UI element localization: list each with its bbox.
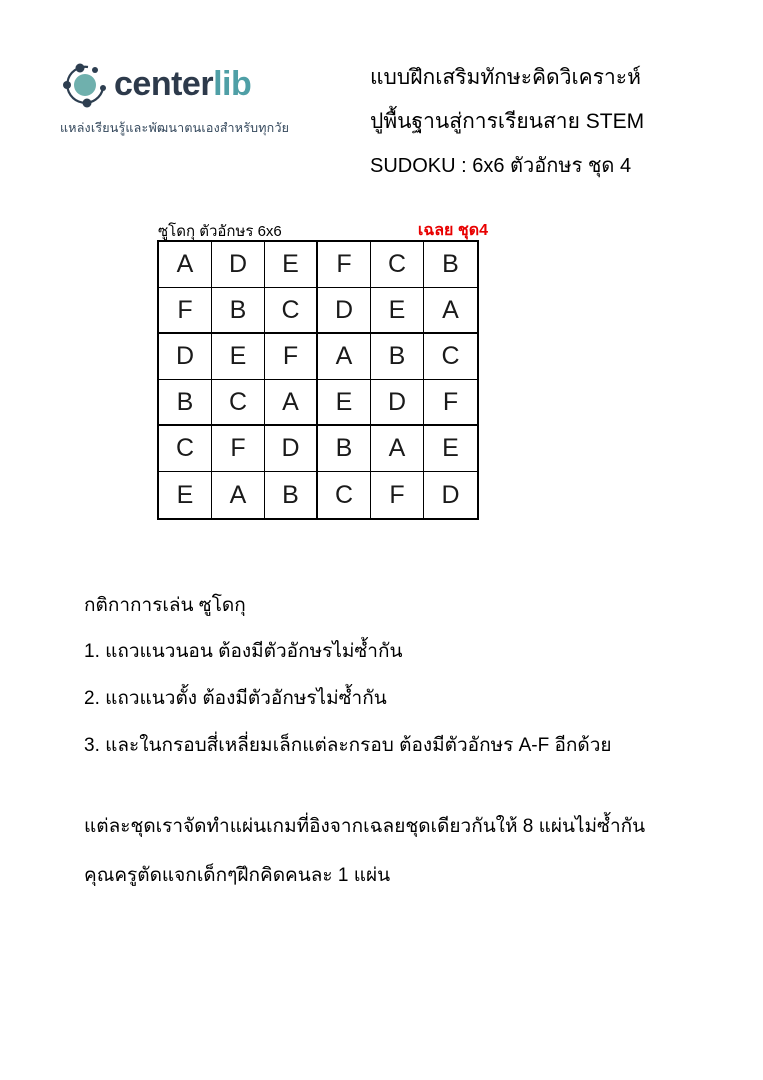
- notes-section: [84, 815, 714, 913]
- grid-cell: B: [212, 288, 265, 334]
- brand-wordmark: [114, 67, 251, 101]
- note-item-2: คุณครูตัดแจกเด็กๆฝึกคิดคนละ 1 แผ่น: [84, 865, 391, 886]
- brand-tagline: แหล่งเรียนรู้และพัฒนาตนเองสำหรับทุกวัย: [60, 121, 290, 135]
- grid-cell: F: [159, 288, 212, 334]
- title-line-2: ปูพื้นฐานสู่การเรียนสาย STEM: [370, 110, 645, 133]
- sudoku-grid: [157, 240, 479, 520]
- grid-cell: E: [371, 288, 424, 334]
- grid-cell: B: [371, 334, 424, 380]
- grid-cell: F: [212, 426, 265, 472]
- rule-item-1: 1. แถวแนวนอน ต้องมีตัวอักษรไม่ซ้ำกัน: [84, 641, 403, 662]
- title-line-1: แบบฝึกเสริมทักษะคิดวิเคราะห์: [370, 66, 641, 89]
- grid-cell: C: [265, 288, 318, 334]
- grid-cell: E: [265, 242, 318, 288]
- grid-cell: B: [159, 380, 212, 426]
- logo: [60, 58, 289, 138]
- rule-item-2: 2. แถวแนวตั้ง ต้องมีตัวอักษรไม่ซ้ำกัน: [84, 688, 387, 709]
- grid-cell: C: [159, 426, 212, 472]
- puzzle-label: ซูโดกุ ตัวอักษร 6x6: [158, 223, 282, 240]
- grid-cell: D: [371, 380, 424, 426]
- grid-cell: F: [318, 242, 371, 288]
- rules-section: [84, 594, 714, 781]
- grid-cell: C: [424, 334, 477, 380]
- grid-cell: F: [265, 334, 318, 380]
- grid-cell: A: [159, 242, 212, 288]
- grid-cell: D: [212, 242, 265, 288]
- grid-cell: B: [424, 242, 477, 288]
- grid-cell: D: [441, 480, 460, 509]
- grid-cell: B: [265, 472, 318, 518]
- rules-heading: กติกาการเล่น ซูโดกุ: [84, 595, 246, 616]
- grid-cell: A: [371, 426, 424, 472]
- grid-cell: F: [371, 472, 424, 518]
- centerlib-logo-icon: [60, 58, 110, 110]
- grid-cell: D: [318, 288, 371, 334]
- brand-lib: lib: [213, 65, 252, 103]
- grid-cell: D: [265, 426, 318, 472]
- grid-cell: E: [318, 380, 371, 426]
- grid-cell: E: [424, 426, 477, 472]
- brand-center: center: [114, 65, 214, 103]
- grid-cell: E: [212, 334, 265, 380]
- grid-cell: A: [212, 472, 265, 518]
- grid-cell: C: [371, 242, 424, 288]
- title-line-3: SUDOKU : 6x6 ตัวอักษร ชุด 4: [370, 155, 632, 177]
- rule-item-3: 3. และในกรอบสี่เหลี่ยมเล็กแต่ละกรอบ ต้องมีตัวอักษร A-F อีกด้วย: [84, 735, 612, 756]
- grid-cell: D: [159, 334, 212, 380]
- answer-set-label: เฉลย ชุด4: [417, 222, 488, 239]
- grid-cell: C: [212, 380, 265, 426]
- grid-cell: C: [318, 472, 371, 518]
- grid-cell: E: [159, 472, 212, 518]
- note-item-1: แต่ละชุดเราจัดทำแผ่นเกมที่อิงจากเฉลยชุดเดียวกันให้ 8 แผ่นไม่ซ้ำกัน: [84, 816, 646, 837]
- grid-cell: A: [424, 288, 477, 334]
- grid-cell: A: [318, 334, 371, 380]
- grid-cell: F: [424, 380, 477, 426]
- grid-cell: B: [318, 426, 371, 472]
- header-titles: [370, 66, 730, 178]
- grid-cell: A: [265, 380, 318, 426]
